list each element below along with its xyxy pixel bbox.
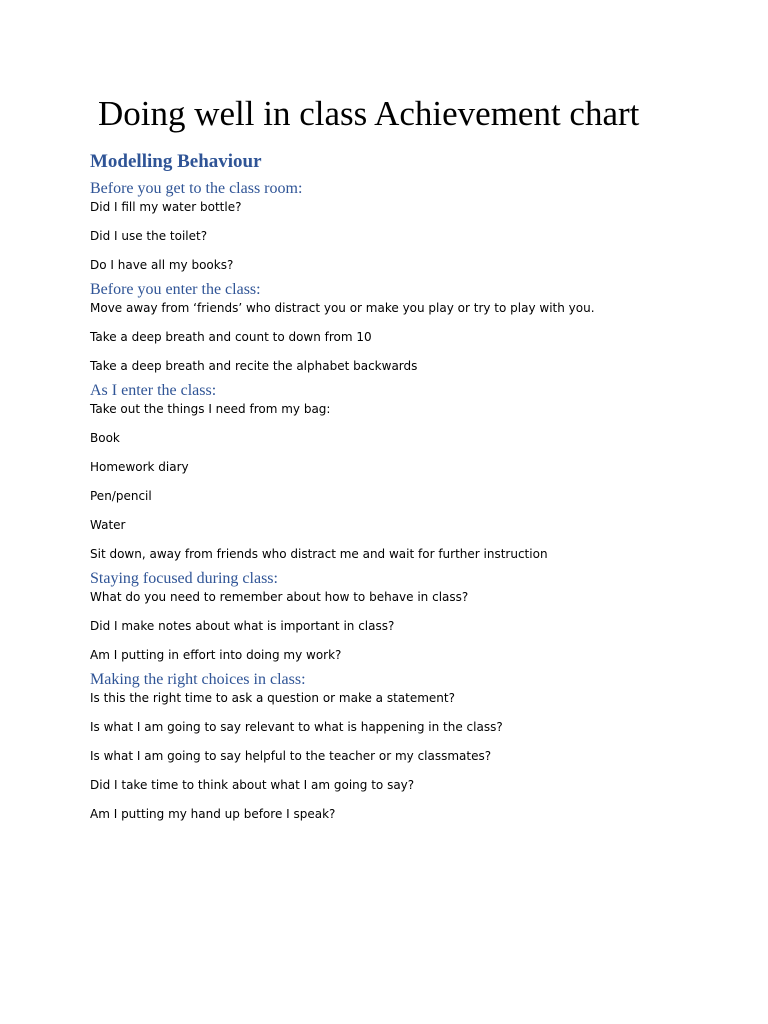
main-heading: Modelling Behaviour: [90, 151, 262, 172]
section-before-class-room: [90, 179, 730, 274]
body-line: Take out the things I need from my bag:: [90, 402, 331, 416]
body-line: Sit down, away from friends who distract me and wait for further instruction: [90, 547, 548, 561]
body-line: Water: [90, 518, 126, 532]
body-line: Move away from ‘friends’ who distract you or make you play or try to play with you.: [90, 301, 595, 315]
body-line: Take a deep breath and recite the alphabet backwards: [90, 359, 418, 373]
section-as-i-enter: [90, 381, 730, 563]
section-heading: Making the right choices in class:: [90, 671, 306, 688]
document-title: Doing well in class Achievement chart: [98, 94, 640, 133]
section-right-choices: [90, 670, 730, 823]
document-body: [90, 150, 730, 829]
body-line: Book: [90, 431, 120, 445]
body-line: Homework diary: [90, 460, 189, 474]
body-line: Pen/pencil: [90, 489, 152, 503]
body-line: Did I take time to think about what I am going to say?: [90, 778, 415, 792]
body-line: Do I have all my books?: [90, 258, 234, 272]
body-line: Is what I am going to say helpful to the teacher or my classmates?: [90, 749, 492, 763]
section-heading: As I enter the class:: [90, 382, 217, 399]
body-line: Is this the right time to ask a question or make a statement?: [90, 691, 455, 705]
section-heading: Before you enter the class:: [90, 281, 261, 298]
body-line: Am I putting in effort into doing my work?: [90, 648, 342, 662]
body-line: Am I putting my hand up before I speak?: [90, 807, 336, 821]
body-line: Did I make notes about what is important in class?: [90, 619, 395, 633]
section-before-enter-class: [90, 280, 730, 375]
section-staying-focused: [90, 569, 730, 664]
body-line: Is what I am going to say relevant to what is happening in the class?: [90, 720, 503, 734]
body-line: What do you need to remember about how to behave in class?: [90, 590, 469, 604]
body-line: Did I use the toilet?: [90, 229, 208, 243]
body-line: Did I fill my water bottle?: [90, 200, 242, 214]
body-line: Take a deep breath and count to down from 10: [90, 330, 372, 344]
section-heading: Staying focused during class:: [90, 570, 278, 587]
section-heading: Before you get to the class room:: [90, 180, 303, 197]
